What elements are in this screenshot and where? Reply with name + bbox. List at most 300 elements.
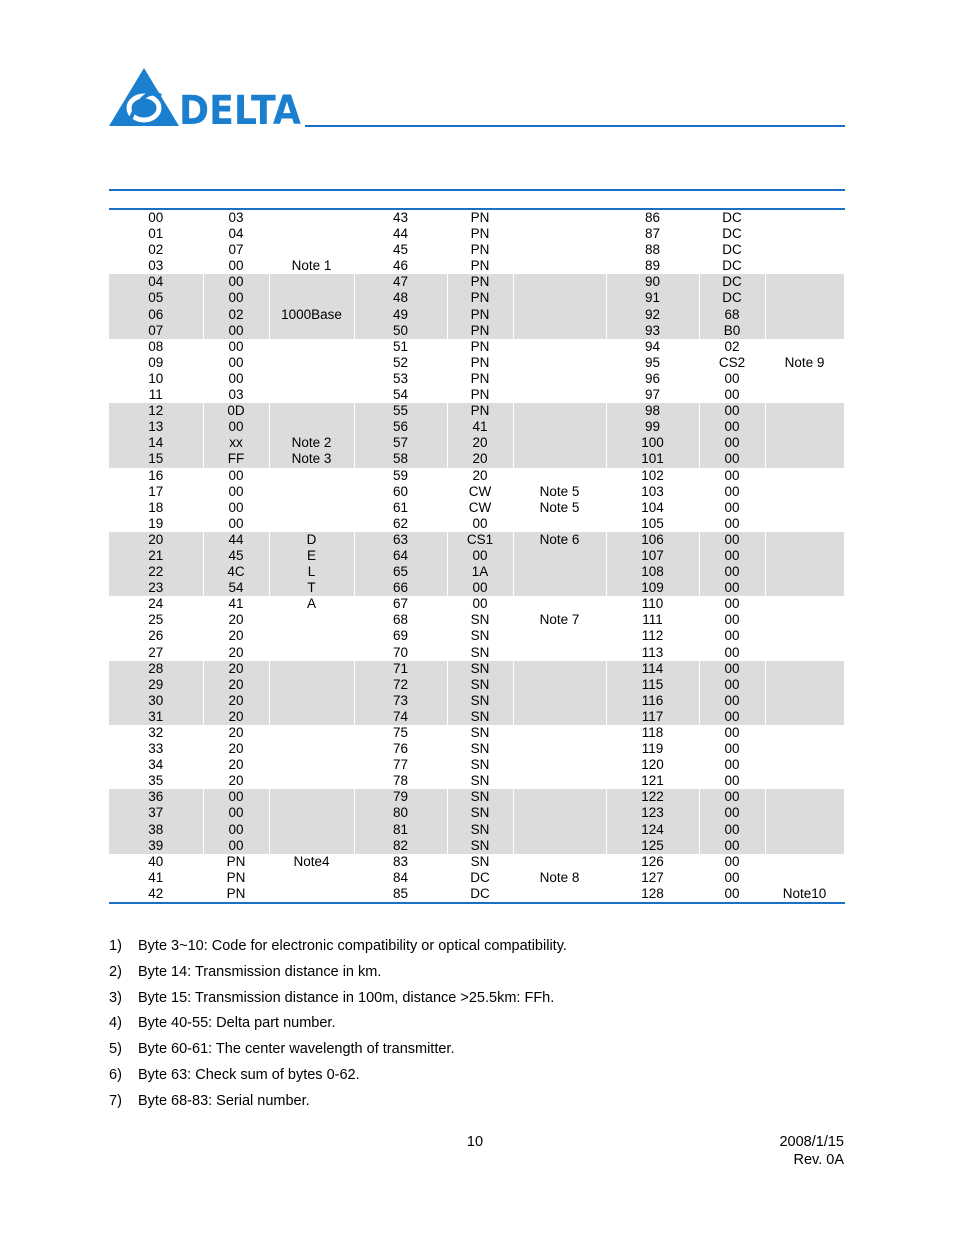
table-row: [109, 532, 844, 548]
table-row: [109, 226, 844, 242]
table-cell: DC: [447, 870, 513, 886]
table-cell: 112: [606, 628, 699, 644]
table-cell: 00: [699, 580, 765, 596]
table-row: [109, 274, 844, 290]
table-cell: 1A: [447, 564, 513, 580]
table-cell: [765, 468, 844, 484]
table-body: [109, 209, 844, 903]
table-cell: PN: [447, 226, 513, 242]
table-cell: 00: [699, 628, 765, 644]
table-cell: [513, 580, 606, 596]
table-cell: [269, 484, 354, 500]
table-cell: 125: [606, 838, 699, 854]
table-cell: 49: [354, 307, 447, 323]
table-cell: [765, 564, 844, 580]
table-cell: [269, 419, 354, 435]
table-cell: Note 1: [269, 258, 354, 274]
table-cell: 109: [606, 580, 699, 596]
table-cell: 116: [606, 693, 699, 709]
table-cell: FF: [203, 451, 269, 467]
table-cell: 119: [606, 741, 699, 757]
table-cell: [765, 757, 844, 773]
table-cell: [513, 854, 606, 870]
table-row: [109, 564, 844, 580]
table-cell: DC: [447, 886, 513, 903]
table-cell: 00: [699, 596, 765, 612]
table-cell: D: [269, 532, 354, 548]
table-cell: 20: [203, 725, 269, 741]
table-cell: 00: [203, 516, 269, 532]
table-cell: Note 9: [765, 355, 844, 371]
table-cell: 45: [354, 242, 447, 258]
table-cell: [765, 323, 844, 339]
table-cell: 92: [606, 307, 699, 323]
table-cell: 43: [354, 209, 447, 226]
table-cell: [765, 580, 844, 596]
table-cell: 05: [109, 290, 203, 306]
table-row: [109, 371, 844, 387]
table-cell: [269, 387, 354, 403]
table-cell: 62: [354, 516, 447, 532]
note-text: Byte 15: Transmission distance in 100m, distance >25.5km: FFh.: [138, 989, 555, 1006]
table-cell: 58: [354, 451, 447, 467]
table-cell: 00: [699, 612, 765, 628]
table-header-row: [109, 190, 844, 209]
table-cell: 24: [109, 596, 203, 612]
table-cell: 118: [606, 725, 699, 741]
table-cell: [269, 886, 354, 903]
table-cell: 00: [699, 854, 765, 870]
table-cell: 00: [203, 323, 269, 339]
table-row: [109, 468, 844, 484]
table-cell: 26: [109, 628, 203, 644]
table-cell: [269, 725, 354, 741]
table-cell: PN: [203, 886, 269, 903]
table-cell: 4C: [203, 564, 269, 580]
table-cell: 55: [354, 403, 447, 419]
table-cell: DC: [699, 209, 765, 226]
table-cell: 56: [354, 419, 447, 435]
table-cell: 45: [203, 548, 269, 564]
table-cell: [765, 258, 844, 274]
table-cell: [269, 805, 354, 821]
table-cell: 20: [109, 532, 203, 548]
table-cell: 00: [699, 500, 765, 516]
table-cell: 00: [203, 371, 269, 387]
table-cell: 20: [447, 435, 513, 451]
table-cell: [765, 484, 844, 500]
table-cell: [765, 419, 844, 435]
table-cell: [513, 339, 606, 355]
table-cell: [513, 548, 606, 564]
table-cell: L: [269, 564, 354, 580]
table-cell: SN: [447, 693, 513, 709]
table-cell: 71: [354, 661, 447, 677]
table-row: [109, 355, 844, 371]
table-cell: 122: [606, 789, 699, 805]
table-cell: [513, 805, 606, 821]
table-cell: 80: [354, 805, 447, 821]
note-number: 6): [109, 1066, 122, 1083]
table-cell: [765, 645, 844, 661]
table-cell: SN: [447, 805, 513, 821]
table-cell: [765, 773, 844, 789]
table-cell: 00: [699, 870, 765, 886]
table-cell: 00: [699, 773, 765, 789]
table-cell: [765, 805, 844, 821]
table-cell: 00: [203, 838, 269, 854]
table-cell: 00: [203, 789, 269, 805]
table-cell: 06: [109, 307, 203, 323]
table-cell: 00: [203, 484, 269, 500]
table-cell: [765, 628, 844, 644]
table-cell: DC: [699, 242, 765, 258]
table-cell: [269, 838, 354, 854]
table-cell: [513, 645, 606, 661]
table-row: [109, 307, 844, 323]
table-cell: 28: [109, 661, 203, 677]
table-cell: 33: [109, 741, 203, 757]
table-cell: [765, 242, 844, 258]
table-cell: 40: [109, 854, 203, 870]
table-cell: 02: [699, 339, 765, 355]
table-cell: [269, 242, 354, 258]
table-cell: 10: [109, 371, 203, 387]
table-cell: 00: [699, 693, 765, 709]
table-cell: 41: [447, 419, 513, 435]
table-cell: 00: [447, 548, 513, 564]
table-cell: [513, 371, 606, 387]
table-cell: 123: [606, 805, 699, 821]
table-cell: 44: [203, 532, 269, 548]
table-cell: 111: [606, 612, 699, 628]
table-cell: 121: [606, 773, 699, 789]
table-cell: 00: [203, 290, 269, 306]
table-cell: 85: [354, 886, 447, 903]
table-cell: [513, 564, 606, 580]
table-cell: [513, 725, 606, 741]
table-cell: [765, 387, 844, 403]
table-cell: [765, 677, 844, 693]
table-cell: [269, 500, 354, 516]
table-cell: [269, 677, 354, 693]
table-cell: 81: [354, 822, 447, 838]
note-number: 3): [109, 989, 122, 1006]
table-cell: 23: [109, 580, 203, 596]
table-cell: 96: [606, 371, 699, 387]
table-cell: [513, 516, 606, 532]
table-row: [109, 451, 844, 467]
page-number: 10: [466, 1134, 484, 1150]
table-cell: 127: [606, 870, 699, 886]
table-cell: 00: [203, 468, 269, 484]
table-cell: 02: [109, 242, 203, 258]
header-cell: [765, 190, 844, 209]
table-cell: 00: [699, 645, 765, 661]
table-cell: T: [269, 580, 354, 596]
table-cell: 100: [606, 435, 699, 451]
table-cell: [269, 661, 354, 677]
table-cell: 00: [447, 596, 513, 612]
table-cell: 53: [354, 371, 447, 387]
table-cell: [765, 596, 844, 612]
table-cell: [513, 387, 606, 403]
table-cell: 57: [354, 435, 447, 451]
document-date: 2008/1/15: [779, 1134, 844, 1150]
table-cell: [765, 516, 844, 532]
table-cell: SN: [447, 773, 513, 789]
table-cell: 54: [354, 387, 447, 403]
table-cell: [765, 209, 844, 226]
table-cell: 16: [109, 468, 203, 484]
table-cell: 37: [109, 805, 203, 821]
table-cell: 21: [109, 548, 203, 564]
table-cell: [513, 741, 606, 757]
table-cell: PN: [447, 355, 513, 371]
table-cell: [513, 822, 606, 838]
table-cell: 124: [606, 822, 699, 838]
table-cell: 98: [606, 403, 699, 419]
header-cell: [447, 190, 513, 209]
table-row: [109, 484, 844, 500]
table-cell: [269, 757, 354, 773]
table-cell: 44: [354, 226, 447, 242]
table-cell: [513, 435, 606, 451]
table-cell: xx: [203, 435, 269, 451]
table-cell: [513, 274, 606, 290]
table-cell: 20: [203, 741, 269, 757]
table-cell: SN: [447, 661, 513, 677]
table-cell: [513, 789, 606, 805]
table-row: [109, 258, 844, 274]
table-cell: Note4: [269, 854, 354, 870]
table-row: [109, 677, 844, 693]
table-cell: [513, 451, 606, 467]
table-cell: 20: [203, 661, 269, 677]
table-cell: [513, 403, 606, 419]
table-cell: E: [269, 548, 354, 564]
table-cell: [269, 516, 354, 532]
table-cell: [513, 693, 606, 709]
table-cell: SN: [447, 789, 513, 805]
table-cell: 79: [354, 789, 447, 805]
table-cell: 01: [109, 226, 203, 242]
table-cell: 126: [606, 854, 699, 870]
table-cell: DC: [699, 290, 765, 306]
table-cell: 00: [699, 886, 765, 903]
header-cell: [354, 190, 447, 209]
table-cell: 20: [203, 645, 269, 661]
header-cell: [109, 190, 203, 209]
table-cell: 46: [354, 258, 447, 274]
table-cell: 00: [699, 741, 765, 757]
table-cell: 00: [203, 805, 269, 821]
table-cell: [765, 307, 844, 323]
table-cell: 14: [109, 435, 203, 451]
table-row: [109, 741, 844, 757]
table-cell: [765, 741, 844, 757]
table-row: [109, 387, 844, 403]
table-cell: [269, 339, 354, 355]
table-cell: 00: [447, 516, 513, 532]
table-cell: 00: [699, 484, 765, 500]
table-cell: 00: [699, 532, 765, 548]
table-cell: 68: [354, 612, 447, 628]
table-cell: 20: [203, 709, 269, 725]
table-row: [109, 645, 844, 661]
table-cell: [269, 226, 354, 242]
table-cell: [269, 773, 354, 789]
table-cell: 00: [699, 838, 765, 854]
document-revision: Rev. 0A: [793, 1152, 844, 1168]
table-row: [109, 580, 844, 596]
table-cell: [765, 435, 844, 451]
table-cell: 38: [109, 822, 203, 838]
table-row: [109, 628, 844, 644]
table-cell: [269, 403, 354, 419]
table-row: [109, 242, 844, 258]
table-cell: [513, 677, 606, 693]
table-cell: [513, 773, 606, 789]
table-cell: 76: [354, 741, 447, 757]
note-text: Byte 63: Check sum of bytes 0-62.: [138, 1066, 360, 1083]
table-cell: 31: [109, 709, 203, 725]
table-cell: 04: [203, 226, 269, 242]
table-cell: 108: [606, 564, 699, 580]
table-cell: PN: [447, 290, 513, 306]
table-cell: 00: [699, 564, 765, 580]
table-cell: 00: [699, 661, 765, 677]
table-cell: 65: [354, 564, 447, 580]
table-cell: 30: [109, 693, 203, 709]
table-cell: 00: [203, 822, 269, 838]
note-number: 5): [109, 1041, 122, 1058]
note-item: [109, 1038, 849, 1064]
note-number: 7): [109, 1092, 122, 1109]
table-row: [109, 596, 844, 612]
table-row: [109, 773, 844, 789]
delta-logo: [109, 66, 303, 128]
table-cell: PN: [447, 387, 513, 403]
table-cell: Note 6: [513, 532, 606, 548]
table-cell: 106: [606, 532, 699, 548]
note-text: Byte 68-83: Serial number.: [138, 1092, 310, 1109]
notes-list: [109, 935, 849, 1116]
table-cell: 25: [109, 612, 203, 628]
table-cell: 89: [606, 258, 699, 274]
table-cell: 00: [699, 468, 765, 484]
table-cell: 61: [354, 500, 447, 516]
table-row: [109, 757, 844, 773]
table-cell: [765, 661, 844, 677]
table-cell: 00: [203, 258, 269, 274]
table-cell: 91: [606, 290, 699, 306]
table-cell: [765, 693, 844, 709]
table-cell: 29: [109, 677, 203, 693]
table-row: [109, 693, 844, 709]
table-row: [109, 838, 844, 854]
table-cell: 63: [354, 532, 447, 548]
table-cell: [513, 258, 606, 274]
table-cell: 102: [606, 468, 699, 484]
table-cell: [513, 757, 606, 773]
table-cell: 114: [606, 661, 699, 677]
table-cell: [765, 548, 844, 564]
table-cell: 00: [699, 548, 765, 564]
table-cell: SN: [447, 645, 513, 661]
table-cell: 00: [699, 516, 765, 532]
table-cell: SN: [447, 822, 513, 838]
table-cell: 07: [109, 323, 203, 339]
table-cell: 27: [109, 645, 203, 661]
table-cell: SN: [447, 725, 513, 741]
table-cell: [765, 226, 844, 242]
table-cell: 00: [203, 500, 269, 516]
note-item: [109, 935, 849, 961]
header-cell: [269, 190, 354, 209]
table-cell: 07: [203, 242, 269, 258]
table-cell: CW: [447, 484, 513, 500]
table-cell: [269, 209, 354, 226]
table-cell: 03: [203, 387, 269, 403]
header-cell: [699, 190, 765, 209]
table-cell: PN: [447, 371, 513, 387]
table-cell: 105: [606, 516, 699, 532]
table-cell: 00: [203, 419, 269, 435]
table-row: [109, 612, 844, 628]
table-cell: Note 3: [269, 451, 354, 467]
table-cell: 11: [109, 387, 203, 403]
table-cell: 00: [203, 274, 269, 290]
table-cell: 20: [203, 628, 269, 644]
table-cell: 20: [447, 468, 513, 484]
table-cell: 00: [699, 725, 765, 741]
table-cell: PN: [447, 242, 513, 258]
table-cell: Note 2: [269, 435, 354, 451]
table-cell: 13: [109, 419, 203, 435]
table-cell: PN: [447, 403, 513, 419]
table-cell: [269, 468, 354, 484]
table-cell: SN: [447, 628, 513, 644]
table-cell: [269, 870, 354, 886]
table-cell: [765, 709, 844, 725]
table-cell: 34: [109, 757, 203, 773]
table-cell: 00: [699, 403, 765, 419]
note-item: [109, 1012, 849, 1038]
table-cell: PN: [447, 339, 513, 355]
table-cell: Note10: [765, 886, 844, 903]
table-row: [109, 854, 844, 870]
table-cell: [513, 628, 606, 644]
table-cell: 73: [354, 693, 447, 709]
table-cell: 70: [354, 645, 447, 661]
table-row: [109, 339, 844, 355]
table-row: [109, 516, 844, 532]
table-cell: [269, 822, 354, 838]
table-cell: 18: [109, 500, 203, 516]
table-cell: 47: [354, 274, 447, 290]
table-cell: [513, 596, 606, 612]
table-cell: 00: [109, 209, 203, 226]
table-cell: 32: [109, 725, 203, 741]
note-number: 4): [109, 1015, 122, 1032]
table-cell: [513, 419, 606, 435]
table-cell: [765, 274, 844, 290]
table-cell: SN: [447, 612, 513, 628]
table-row: [109, 725, 844, 741]
table-cell: [269, 323, 354, 339]
table-cell: [765, 789, 844, 805]
